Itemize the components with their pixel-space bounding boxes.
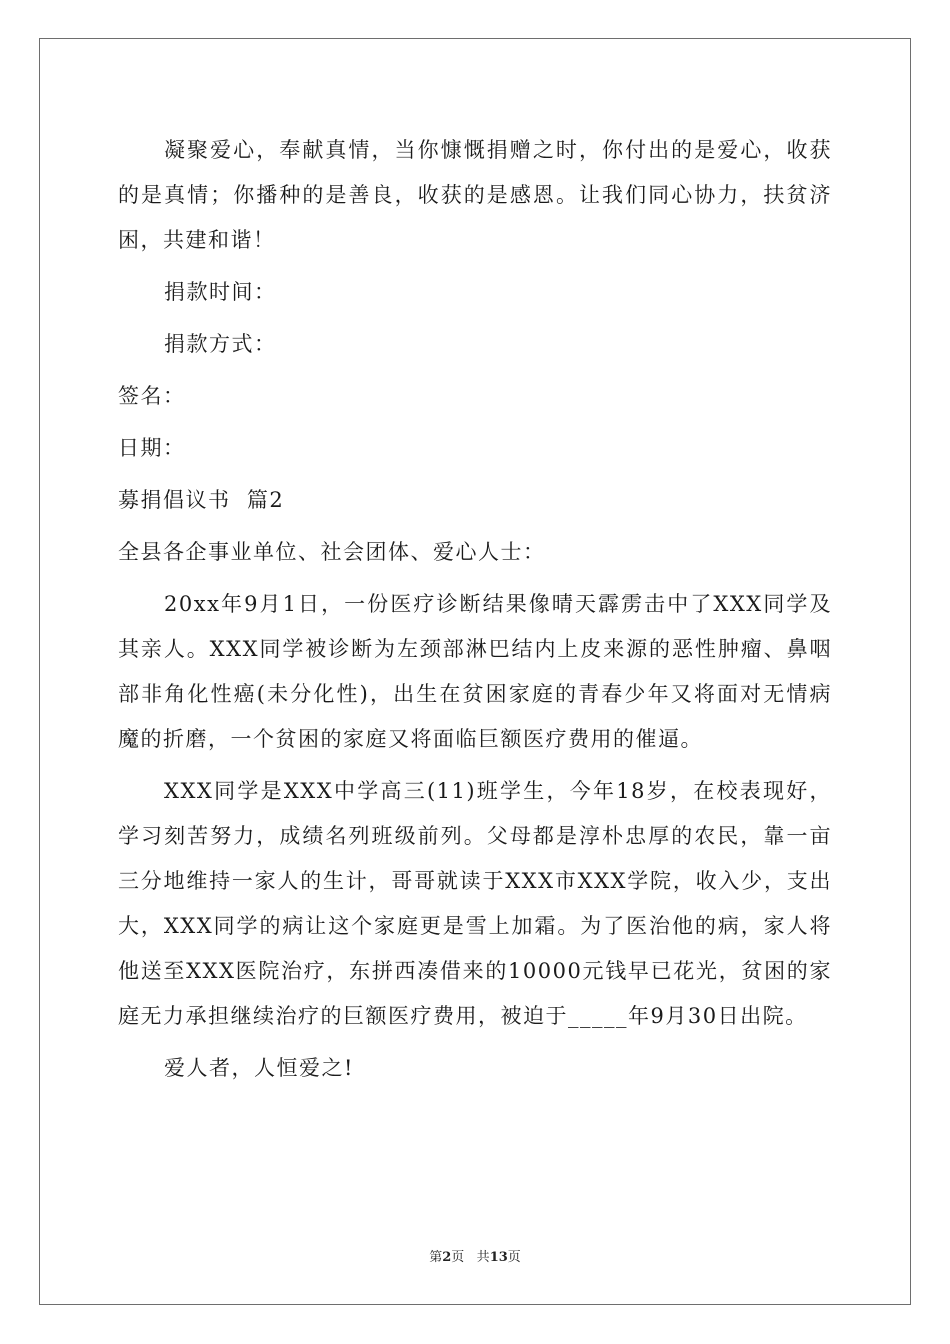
total-suffix: 页 <box>507 1250 521 1265</box>
paragraph: XXX同学是XXX中学高三(11)班学生，今年18岁，在校表现好，学习刻苦努力，成绩名列班级前列。父母都是淳朴忠厚的农民，靠一亩三分地维持一家人的生计，哥哥就读于XXX市XXX学院，收入少，支出大，XXX同学的病让这个家庭更是雪上加霜。为了医治他的病，家人将他送至XXX医院治疗，东拼西凑借来的10000元钱早已花光，贫困的家庭无力承担继续治疗的巨额医疗费用，被迫于_____年9月30日出院。 <box>118 779 832 1028</box>
page-footer <box>0 1246 950 1265</box>
donation-method-label: 捐款方式： <box>164 332 277 356</box>
total-pages: 13 <box>489 1250 508 1265</box>
document-body <box>118 128 832 1098</box>
page-prefix: 第 <box>429 1250 443 1265</box>
signature-label: 签名： <box>118 384 186 408</box>
date-label: 日期： <box>118 436 186 460</box>
paragraph: 凝聚爱心，奉献真情，当你慷慨捐赠之时，你付出的是爱心，收获的是真情；你播种的是善良，收获的是感恩。让我们同心协力，扶贫济困，共建和谐！ <box>118 138 832 252</box>
page-suffix: 页 <box>451 1250 465 1265</box>
total-prefix: 共 <box>476 1250 490 1265</box>
salutation: 全县各企事业单位、社会团体、爱心人士： <box>118 540 546 564</box>
paragraph: 爱人者，人恒爱之! <box>164 1056 354 1080</box>
page-number: 2 <box>442 1250 452 1265</box>
section-title: 募捐倡议书 篇2 <box>118 488 285 512</box>
donation-time-label: 捐款时间： <box>164 280 277 304</box>
paragraph: 20xx年9月1日，一份医疗诊断结果像晴天霹雳击中了XXX同学及其亲人。XXX同学被诊断为左颈部淋巴结内上皮来源的恶性肿瘤、鼻咽部非角化性癌(未分化性)，出生在贫困家庭的青春少年又将面对无情病魔的折磨，一个贫困的家庭又将面临巨额医疗费用的催逼。 <box>118 592 832 751</box>
